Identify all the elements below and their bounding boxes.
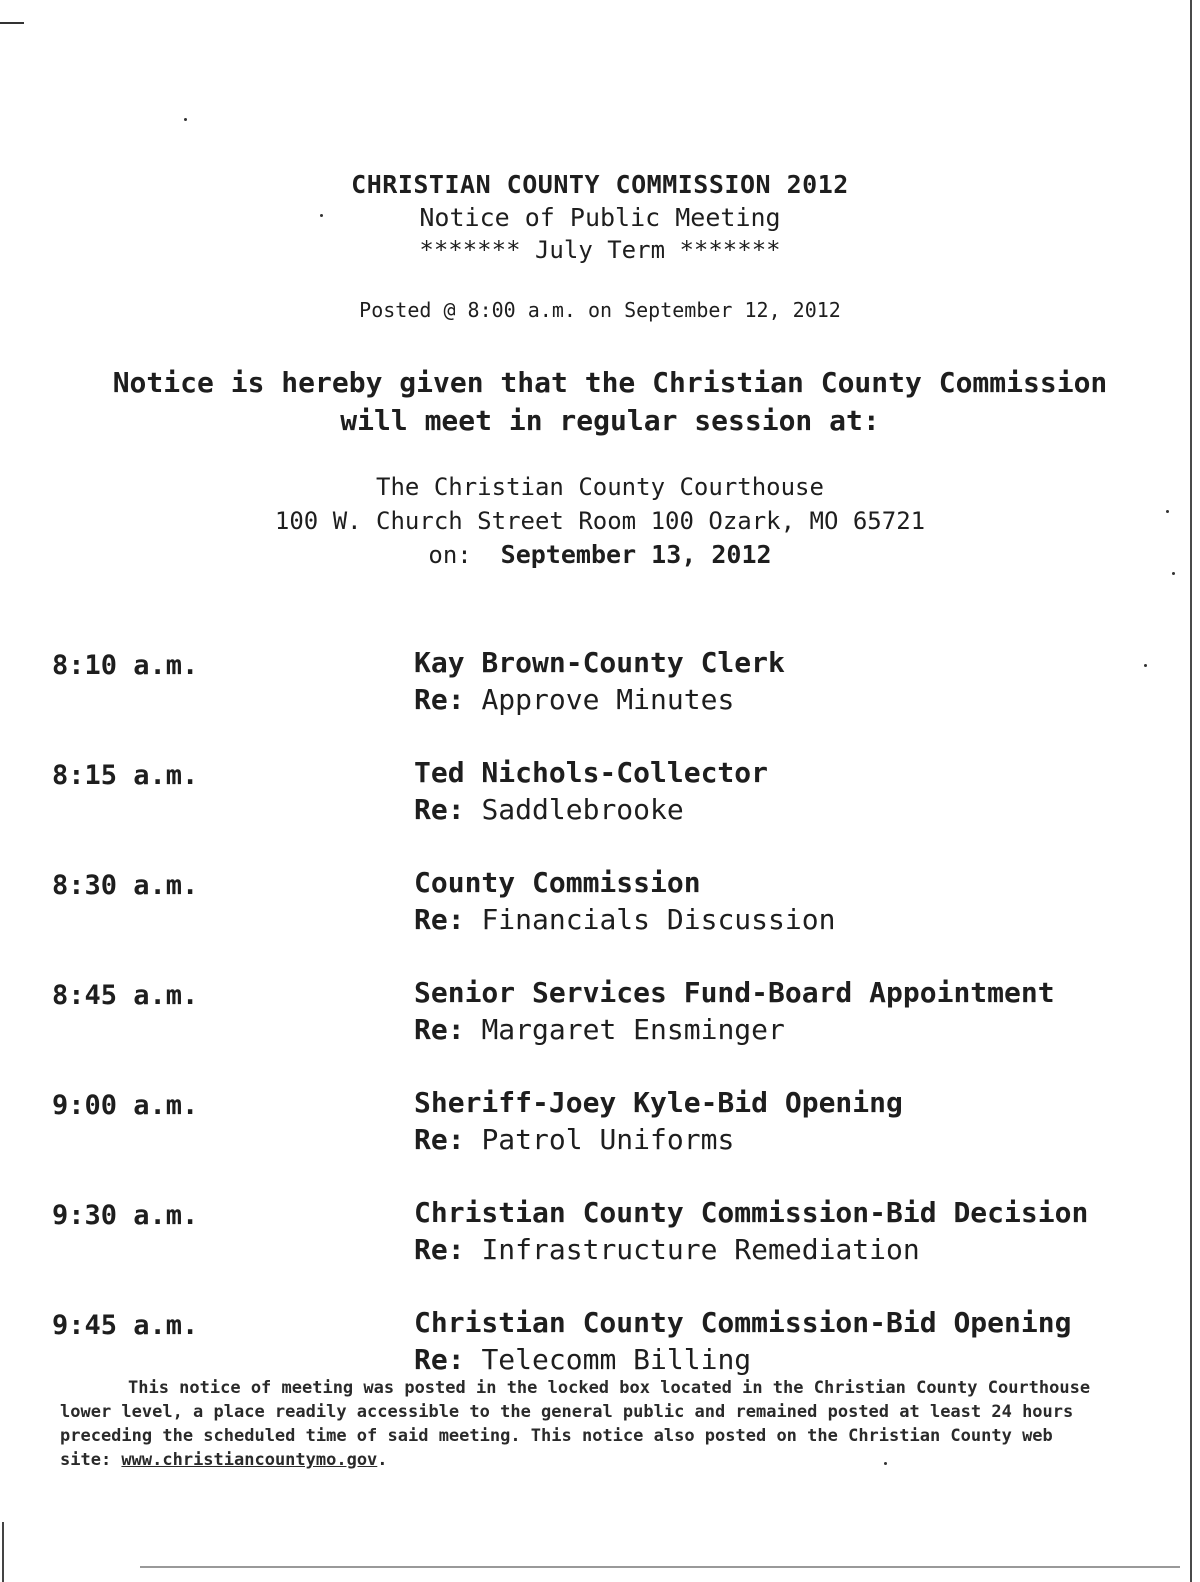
re-label: Re: [414,903,465,936]
agenda-time: 9:45 a.m. [52,1310,199,1341]
re-label: Re: [414,1013,465,1046]
scan-edge-bottom [140,1566,1180,1568]
scan-speck [184,118,187,121]
notice-line-1: Notice is hereby given that the Christian County Commission [112,366,1108,399]
disclaimer-site-prefix: site: [60,1450,122,1470]
agenda-presenter: Christian County Commission-Bid Decision [414,1196,1089,1229]
agenda-list [52,644,1152,1414]
agenda-item [52,754,1152,864]
agenda-item [52,644,1152,754]
agenda-item [52,1084,1152,1194]
meeting-date [0,538,1200,572]
agenda-subject [414,792,768,828]
venue-block [0,470,1200,572]
venue-address: 100 W. Church Street Room 100 Ozark, MO 65721 [274,507,926,535]
agenda-time: 9:30 a.m. [52,1200,199,1231]
website-link[interactable]: www.christiancountymo.gov [121,1450,378,1470]
agenda-presenter: Senior Services Fund-Board Appointment [414,976,1055,1009]
agenda-item [52,864,1152,974]
agenda-subject-text: Financials Discussion [481,903,836,936]
agenda-entry [414,864,835,938]
posted-line: Posted @ 8:00 a.m. on September 12, 2012 [359,298,841,322]
meeting-date-value: September 13, 2012 [500,540,772,569]
re-label: Re: [414,683,465,716]
posting-disclaimer [60,1376,1150,1472]
agenda-subject [414,1342,1071,1378]
disclaimer-line-2: lower level, a place readily accessible to the general public and remained posted at least 24 hours [60,1402,1074,1422]
agenda-subject [414,902,835,938]
agenda-time: 8:30 a.m. [52,870,199,901]
agenda-subject [414,1232,1088,1268]
document-subtitle: Notice of Public Meeting [419,203,781,232]
disclaimer-text-1: This notice of meeting was posted in the locked box located in the Christian County Courthouse [128,1378,1091,1398]
agenda-subject [414,1012,1055,1048]
document-title: CHRISTIAN COUNTY COMMISSION 2012 [351,170,849,199]
agenda-item [52,974,1152,1084]
agenda-subject-text: Margaret Ensminger [481,1013,785,1046]
agenda-time: 8:15 a.m. [52,760,199,791]
notice-line-2: will meet in regular session at: [340,404,880,437]
term-banner: ******* July Term ******* [419,236,781,264]
agenda-item [52,1194,1152,1304]
agenda-entry [414,754,768,828]
agenda-presenter: Christian County Commission-Bid Opening [414,1306,1072,1339]
agenda-time: 8:10 a.m. [52,650,199,681]
re-label: Re: [414,1123,465,1156]
re-label: Re: [414,793,465,826]
re-label: Re: [414,1343,465,1376]
venue-building: The Christian County Courthouse [376,473,824,501]
agenda-subject-text: Infrastructure Remediation [481,1233,920,1266]
agenda-subject-text: Patrol Uniforms [481,1123,735,1156]
scan-edge-left [2,1522,4,1582]
agenda-subject-text: Approve Minutes [481,683,735,716]
scan-edge-top [0,22,24,24]
agenda-subject-text: Telecomm Billing [481,1343,752,1376]
meeting-date-label: on: [428,541,472,569]
disclaimer-site-suffix: . [377,1450,388,1470]
re-label: Re: [414,1233,465,1266]
agenda-presenter: Sheriff-Joey Kyle-Bid Opening [414,1086,903,1119]
disclaimer-line-4 [60,1448,1150,1472]
agenda-subject [414,682,785,718]
agenda-subject [414,1122,903,1158]
document-header [0,168,1200,266]
agenda-subject-text: Saddlebrooke [481,793,684,826]
agenda-time: 9:00 a.m. [52,1090,199,1121]
agenda-presenter: County Commission [414,866,701,899]
agenda-presenter: Kay Brown-County Clerk [414,646,785,679]
notice-statement [60,364,1160,440]
disclaimer-line-3: preceding the scheduled time of said meeting. This notice also posted on the Christian County web [60,1426,1053,1446]
agenda-time: 8:45 a.m. [52,980,199,1011]
agenda-entry [414,1084,903,1158]
disclaimer-line-1 [60,1376,1150,1400]
agenda-presenter: Ted Nichols-Collector [414,756,769,789]
agenda-entry [414,1304,1071,1378]
agenda-entry [414,644,785,718]
scan-speck [1172,572,1175,575]
agenda-entry [414,974,1055,1048]
agenda-entry [414,1194,1088,1268]
